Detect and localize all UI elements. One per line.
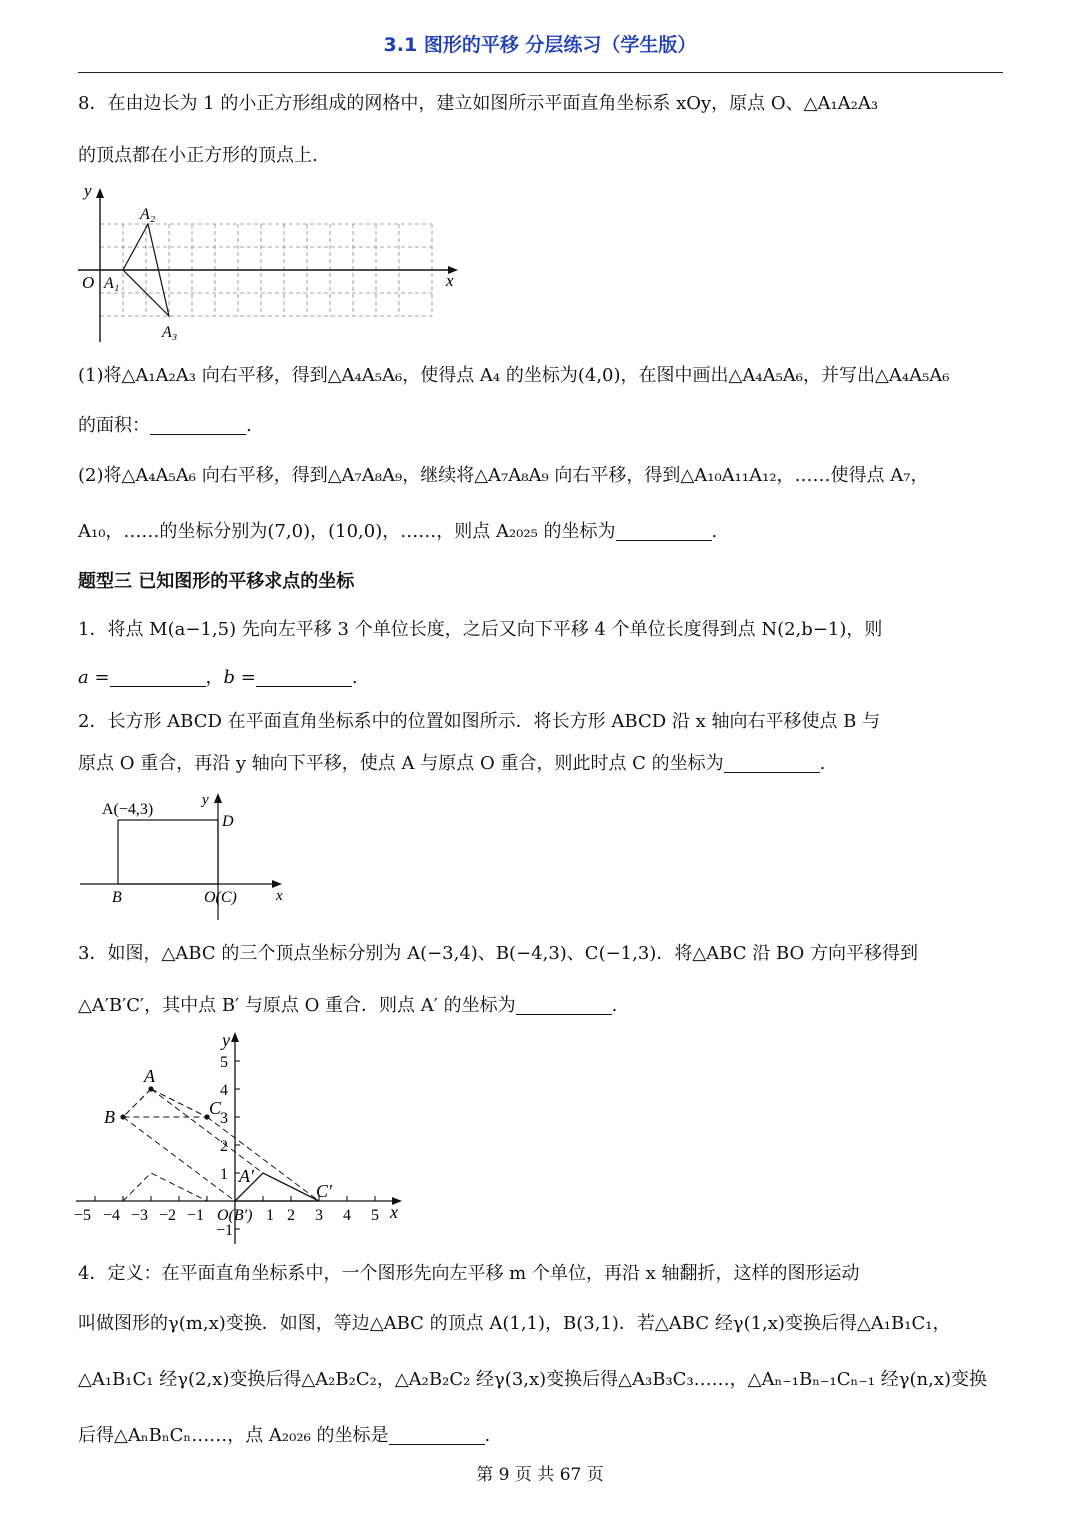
q3-dashed-shape: [123, 1173, 207, 1201]
q1-line1: 1．将点 M(a−1,5) 先向左平移 3 个单位长度，之后又向下平移 4 个单位长度得到点 N(2,b−1)，则: [78, 619, 883, 640]
q8-part2-line2: A₁₀，……的坐标分别为(7,0)，(10,0)，……，则点 A₂₀₂₅ 的坐标为 .: [78, 521, 718, 542]
q2-line2: 原点 O 重合，再沿 y 轴向下平移，使点 A 与原点 O 重合，则此时点 C 的坐标为 .: [78, 753, 826, 774]
q3-label-b: B: [104, 1107, 115, 1127]
q8-part1-line1: (1)将△A₁A₂A₃ 向右平移，得到△A₄A₅A₆，使得点 A₄ 的坐标为(4,0)，在图中画出△A₄A₅A₆，并写出△A₄A₅A₆: [78, 365, 950, 386]
q2-line2-text: 原点 O 重合，再沿 y 轴向下平移，使点 A 与原点 O 重合，则此时点 C 的坐标为: [78, 753, 724, 774]
q8-line1: 8．在由边长为 1 的小正方形组成的网格中，建立如图所示平面直角坐标系 xOy，原点 O、△A₁A₂A₃: [78, 93, 879, 114]
q3-y-tick-3: 3: [220, 1110, 228, 1127]
q3-y-tick-5: 5: [220, 1054, 228, 1071]
q3-label-c-prime: C′: [316, 1181, 332, 1201]
q3-point-b: [120, 1114, 125, 1119]
q2-rectangle-abcd: [118, 820, 218, 884]
q3-triangle-abc: [123, 1089, 207, 1117]
q1-a-label: a =: [78, 667, 110, 688]
q3-line2-text: △A′B′C′，其中点 B′ 与原点 O 重合．则点 A′ 的坐标为: [78, 995, 516, 1016]
section-heading: 题型三 已知图形的平移求点的坐标: [78, 571, 355, 592]
q3-x-tick-neg5: −5: [74, 1207, 92, 1224]
q4-line2: 叫做图形的γ(m,x)变换．如图，等边△ABC 的顶点 A(1,1)，B(3,1)．若△ABC 经γ(1,x)变换后得△A₁B₁C₁，: [78, 1313, 951, 1334]
q3-y-tick-4: 4: [220, 1082, 228, 1099]
q3-x-tick-neg2: −2: [159, 1207, 177, 1224]
q8-label-a3: A₃: [162, 324, 178, 341]
q3-y-tick-2: 2: [220, 1138, 228, 1155]
q3-x-tick-1: 1: [266, 1207, 274, 1224]
q3-x-tick-neg1: −1: [187, 1207, 205, 1224]
q2-label-oc: O(C): [204, 889, 237, 906]
q3-label-c: C: [209, 1098, 222, 1118]
q2-c-blank[interactable]: [724, 752, 820, 773]
q8-part2-line1: (2)将△A₄A₅A₆ 向右平移，得到△A₇A₈A₉，继续将△A₇A₈A₉ 向右平移，得到△A₁₀A₁₁A₁₂，……使得点 A₇，: [78, 465, 929, 486]
q2-line1: 2．长方形 ABCD 在平面直角坐标系中的位置如图所示．将长方形 ABCD 沿 x 轴向右平移使点 B 与: [78, 711, 881, 732]
q8-part1-line2: 的面积： .: [78, 415, 252, 436]
q3-label-y: y: [222, 1030, 230, 1050]
q8-part2-text: A₁₀，……的坐标分别为(7,0)，(10,0)，……，则点 A₂₀₂₅ 的坐标为: [78, 521, 616, 542]
q1-b-blank[interactable]: [256, 666, 352, 687]
q3-path-a: [151, 1089, 263, 1173]
q3-label-x: x: [390, 1202, 398, 1222]
q3-a-prime-blank[interactable]: [516, 994, 612, 1015]
q8-label-a1: A₁: [104, 275, 120, 292]
q3-label-origin: O(B′): [217, 1207, 253, 1224]
q3-line1: 3．如图，△ABC 的三个顶点坐标分别为 A(−3,4)、B(−4,3)、C(−1,3)．将△ABC 沿 BO 方向平移得到: [78, 943, 918, 964]
q3-line2: △A′B′C′，其中点 B′ 与原点 O 重合．则点 A′ 的坐标为 .: [78, 995, 618, 1016]
q8-a2025-blank[interactable]: [616, 520, 712, 541]
q2-label-a: A(−4,3): [102, 801, 154, 818]
q8-label-origin: O: [82, 273, 95, 292]
q3-x-tick-2: 2: [287, 1207, 295, 1224]
q2-label-y: y: [202, 792, 209, 808]
q3-y-tick-1: 1: [220, 1166, 228, 1183]
q3-x-tick-5: 5: [371, 1207, 379, 1224]
q3-x-tick-3: 3: [315, 1207, 323, 1224]
q3-label-a: A: [144, 1066, 155, 1086]
q3-path-b: [123, 1117, 235, 1201]
q4-line3: △A₁B₁C₁ 经γ(2,x)变换后得△A₂B₂C₂，△A₂B₂C₂ 经γ(3,x)变换后得△A₃B₃C₃……，△Aₙ₋₁Bₙ₋₁Cₙ₋₁ 经γ(n,x)变换: [78, 1369, 987, 1390]
q3-x-tick-neg3: −3: [131, 1207, 149, 1224]
q1-b-label: b =: [223, 667, 256, 688]
q8-label-a2: A₂: [140, 206, 156, 223]
q3-point-a: [148, 1086, 153, 1091]
q8-line2: 的顶点都在小正方形的顶点上.: [78, 145, 318, 166]
q4-a2026-blank[interactable]: [389, 1424, 485, 1445]
q2-label-x: x: [276, 888, 283, 904]
page-footer: 第 9 页 共 67 页: [476, 1465, 604, 1485]
q8-grid-figure: [76, 180, 476, 345]
q1-line2: a = ，b = .: [78, 667, 358, 688]
header-rule: [78, 72, 1003, 73]
q3-x-tick-neg4: −4: [103, 1207, 121, 1224]
q3-label-a-prime: A′: [239, 1166, 254, 1186]
q8-label-x: x: [446, 271, 454, 290]
q3-translation-figure: [72, 1030, 412, 1250]
q3-x-tick-4: 4: [343, 1207, 351, 1224]
q8-area-blank[interactable]: [150, 414, 246, 435]
q1-a-blank[interactable]: [110, 666, 206, 687]
q3-path-c: [207, 1117, 319, 1201]
page-header-title: 3.1 图形的平移 分层练习（学生版）: [383, 34, 697, 56]
q2-label-d: D: [222, 813, 234, 830]
q4-line4-text: 后得△AₙBₙCₙ……，点 A₂₀₂₆ 的坐标是: [78, 1425, 389, 1446]
q2-rectangle-figure: [78, 788, 298, 923]
q4-line4: 后得△AₙBₙCₙ……，点 A₂₀₂₆ 的坐标是 .: [78, 1425, 491, 1446]
q8-part1-area-label: 的面积：: [78, 415, 150, 436]
q8-label-y: y: [84, 181, 92, 200]
q4-line1: 4．定义：在平面直角坐标系中，一个图形先向左平移 m 个单位，再沿 x 轴翻折，这样的图形运动: [78, 1263, 860, 1284]
q2-label-b: B: [112, 889, 122, 906]
q3-y-tick-neg1: −1: [216, 1222, 234, 1239]
